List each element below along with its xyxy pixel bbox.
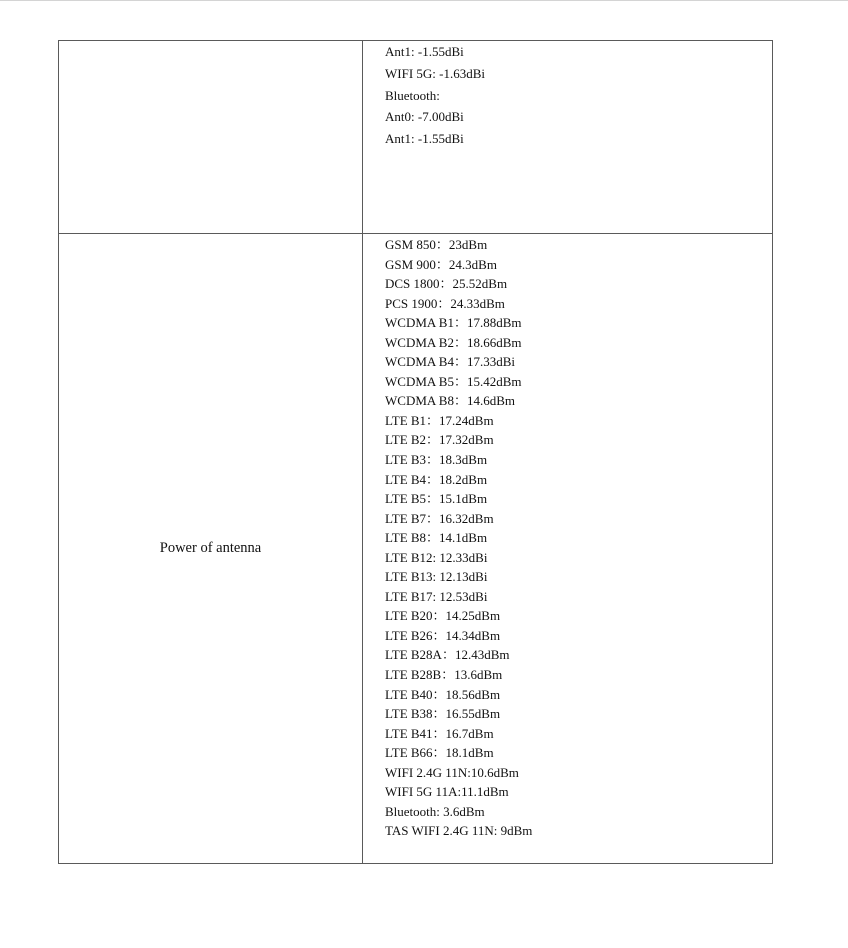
table-row-power-of-antenna <box>59 234 772 863</box>
value-line: LTE B4：18.2dBm <box>385 471 488 487</box>
value-line: LTE B41：16.7dBm <box>385 725 494 741</box>
value-line: LTE B28A：12.43dBm <box>385 647 510 663</box>
value-line: WCDMA B8：14.6dBm <box>385 393 516 409</box>
value-line: LTE B3：18.3dBm <box>385 452 488 468</box>
value-line: LTE B7：16.32dBm <box>385 510 494 526</box>
value-line: WCDMA B4：17.33dBi <box>385 354 516 370</box>
value-line: Bluetooth: <box>385 87 440 103</box>
page-top-rule <box>0 0 848 1</box>
value-line: Ant1: -1.55dBi <box>385 44 464 59</box>
row-label-cell <box>59 41 362 233</box>
value-line: LTE B12: 12.33dBi <box>385 549 488 565</box>
value-line: PCS 1900：24.33dBm <box>385 295 505 311</box>
value-line: Ant0: -7.00dBi <box>385 109 464 125</box>
value-line: WIFI 5G 11A:11.1dBm <box>385 784 509 800</box>
value-line: LTE B28B：13.6dBm <box>385 667 503 683</box>
value-line: WCDMA B1：17.88dBm <box>385 315 522 331</box>
value-line: LTE B13: 12.13dBi <box>385 569 488 585</box>
value-line: WIFI 5G: -1.63dBi <box>385 65 486 81</box>
value-line: Ant1: -1.55dBi <box>385 131 464 147</box>
value-line: LTE B66：18.1dBm <box>385 745 494 761</box>
value-line: LTE B20：14.25dBm <box>385 608 501 624</box>
value-line: WCDMA B5：15.42dBm <box>385 373 522 389</box>
value-line: WCDMA B2：18.66dBm <box>385 334 522 350</box>
value-line: DCS 1800：25.52dBm <box>385 276 508 292</box>
spec-table <box>58 40 773 864</box>
value-line: LTE B17: 12.53dBi <box>385 588 488 604</box>
value-line: Bluetooth: 3.6dBm <box>385 803 485 819</box>
value-line: LTE B38：16.55dBm <box>385 706 501 722</box>
row-values-cell <box>385 41 765 150</box>
value-line: LTE B40：18.56dBm <box>385 686 501 702</box>
value-line: WIFI 2.4G 11N:10.6dBm <box>385 764 519 780</box>
table-row-antenna-gain-continued <box>59 41 772 234</box>
row-values-cell <box>385 235 765 841</box>
value-line: LTE B8：14.1dBm <box>385 530 488 546</box>
value-line: LTE B26：14.34dBm <box>385 627 501 643</box>
value-line: GSM 850：23dBm <box>385 237 488 252</box>
value-line: LTE B5：15.1dBm <box>385 491 488 507</box>
value-line: LTE B2：17.32dBm <box>385 432 494 448</box>
value-line: TAS WIFI 2.4G 11N: 9dBm <box>385 823 533 839</box>
row-label-cell <box>59 234 362 863</box>
value-line: LTE B1：17.24dBm <box>385 412 494 428</box>
value-line: GSM 900：24.3dBm <box>385 256 497 272</box>
row-label: Power of antenna <box>159 540 262 556</box>
